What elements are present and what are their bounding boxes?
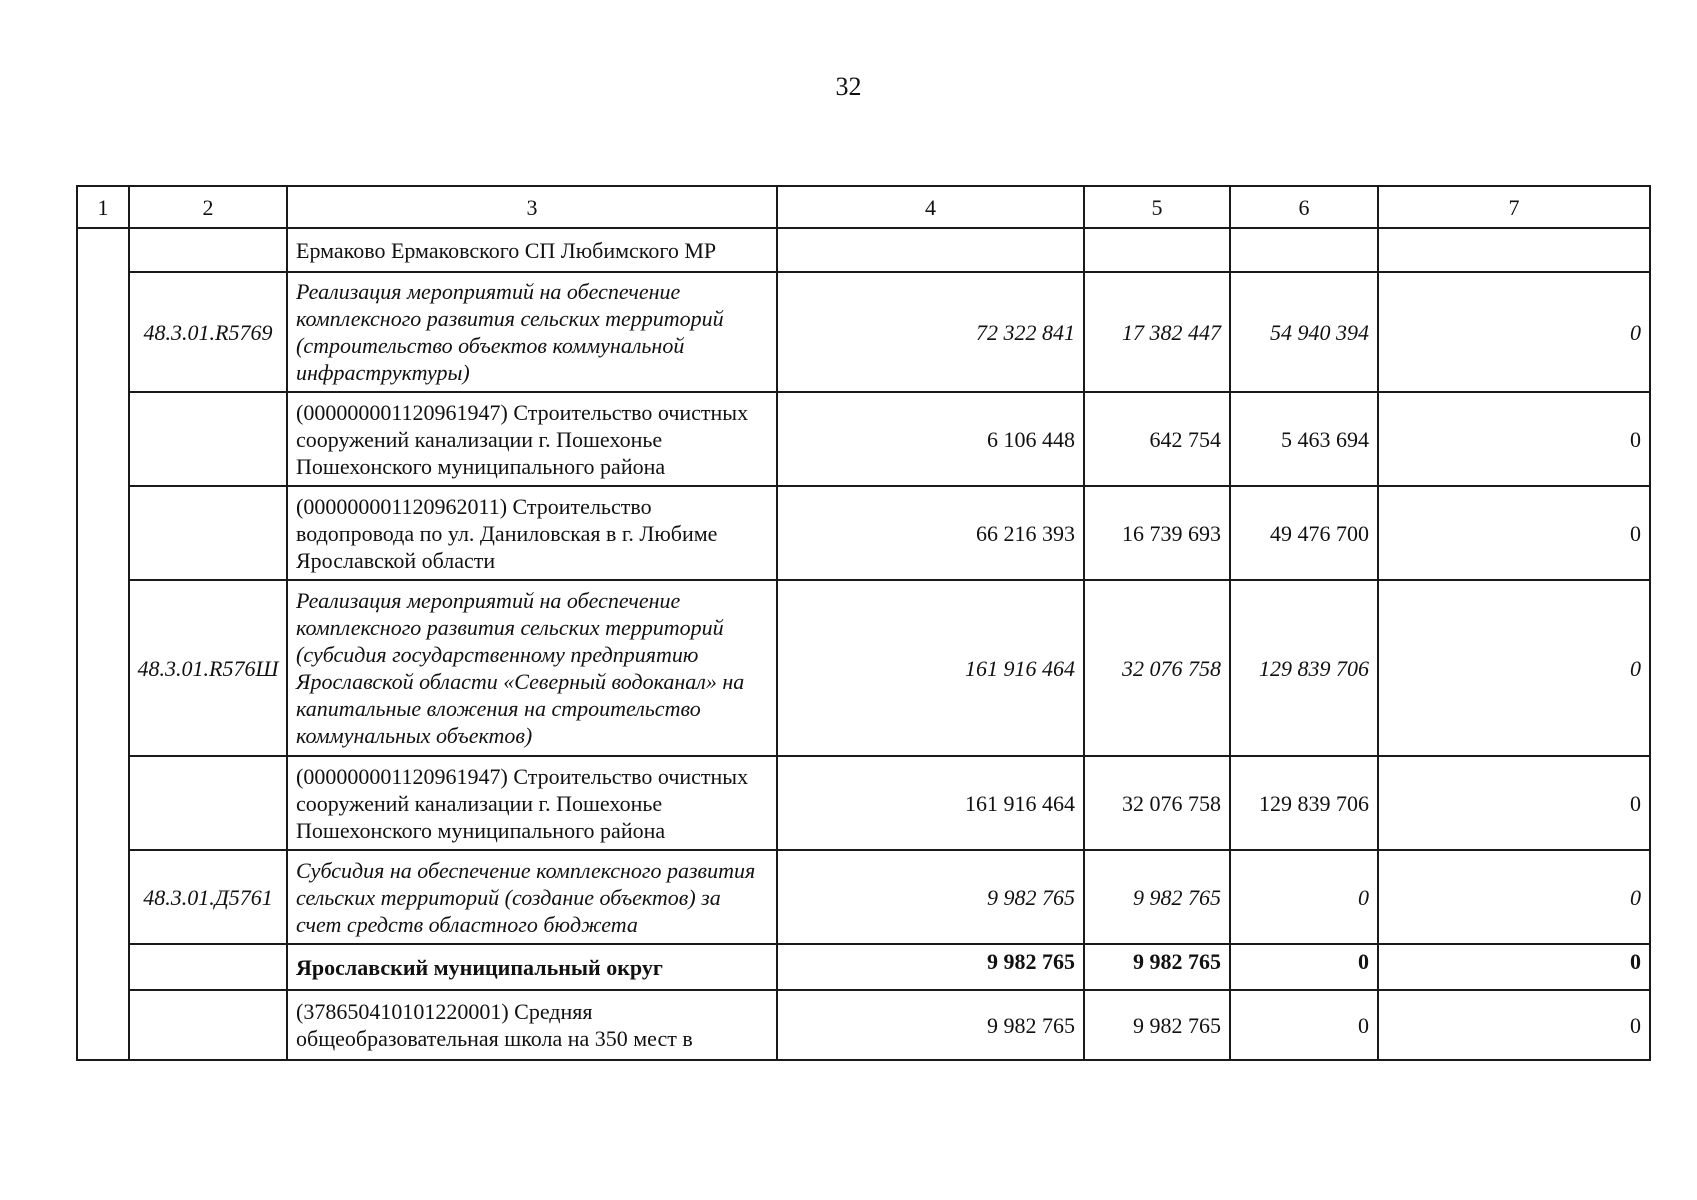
budget-table [76, 185, 1651, 1061]
value-col4-cell: 72 322 841 [777, 272, 1084, 392]
column-header-2: 2 [129, 186, 287, 228]
code-cell [129, 228, 287, 272]
page-number: 32 [835, 72, 862, 101]
value-col5-cell: 32 076 758 [1084, 580, 1230, 756]
value-col5-cell: 9 982 765 [1084, 850, 1230, 944]
code-cell: 48.3.01.R5769 [129, 272, 287, 392]
value-col7-cell: 0 [1378, 486, 1650, 580]
value-col6-cell: 0 [1230, 990, 1378, 1060]
value-col6-cell: 49 476 700 [1230, 486, 1378, 580]
value-col7-cell: 0 [1378, 756, 1650, 850]
description-cell: (000000001120962011) Строительство водопровода по ул. Даниловская в г. Любиме Ярославской области [287, 486, 777, 580]
value-col7-cell [1378, 228, 1650, 272]
value-col4-cell: 9 982 765 [777, 990, 1084, 1060]
description-cell: (000000001120961947) Строительство очистных сооружений канализации г. Пошехонье Пошехонского муниципального района [287, 756, 777, 850]
table-row [77, 990, 1650, 1060]
code-cell [129, 944, 287, 990]
value-col4-cell: 6 106 448 [777, 392, 1084, 486]
code-cell [129, 756, 287, 850]
value-col7-cell: 0 [1378, 850, 1650, 944]
code-cell [129, 486, 287, 580]
code-cell: 48.3.01.Д5761 [129, 850, 287, 944]
column-header-4: 4 [777, 186, 1084, 228]
description-cell: Ярославский муниципальный округ [287, 944, 777, 990]
description-cell: (378650410101220001) Средняя общеобразовательная школа на 350 мест в [287, 990, 777, 1060]
value-col5-cell: 32 076 758 [1084, 756, 1230, 850]
value-col7-cell: 0 [1378, 392, 1650, 486]
value-col5-cell: 17 382 447 [1084, 272, 1230, 392]
table-row [77, 580, 1650, 756]
value-col6-cell: 5 463 694 [1230, 392, 1378, 486]
column-header-5: 5 [1084, 186, 1230, 228]
index-cell [77, 228, 129, 1060]
value-col6-cell: 0 [1230, 850, 1378, 944]
column-header-7: 7 [1378, 186, 1650, 228]
table-row [77, 756, 1650, 850]
column-header-1: 1 [77, 186, 129, 228]
value-col6-cell: 54 940 394 [1230, 272, 1378, 392]
value-col5-cell: 642 754 [1084, 392, 1230, 486]
table-row [77, 228, 1650, 272]
table-row [77, 486, 1650, 580]
code-cell [129, 990, 287, 1060]
table-row [77, 850, 1650, 944]
value-col4-cell: 66 216 393 [777, 486, 1084, 580]
value-col7-cell: 0 [1378, 272, 1650, 392]
description-cell: Реализация мероприятий на обеспечение комплексного развития сельских территорий (строительство объектов коммунальной инфраструктуры) [287, 272, 777, 392]
description-cell: Ермаково Ермаковского СП Любимского МР [287, 228, 777, 272]
value-col5-cell: 9 982 765 [1084, 990, 1230, 1060]
value-col4-cell: 161 916 464 [777, 756, 1084, 850]
table-row [77, 944, 1650, 990]
table-header-row [77, 186, 1650, 228]
column-header-3: 3 [287, 186, 777, 228]
column-header-6: 6 [1230, 186, 1378, 228]
value-col6-cell: 0 [1230, 944, 1378, 990]
value-col4-cell [777, 228, 1084, 272]
value-col6-cell: 129 839 706 [1230, 580, 1378, 756]
description-cell: Субсидия на обеспечение комплексного развития сельских территорий (создание объектов) за счет средств областного бюджета [287, 850, 777, 944]
value-col5-cell: 9 982 765 [1084, 944, 1230, 990]
table-row [77, 272, 1650, 392]
value-col4-cell: 9 982 765 [777, 944, 1084, 990]
table-row [77, 392, 1650, 486]
description-cell: Реализация мероприятий на обеспечение комплексного развития сельских территорий (субсидия государственному предприятию Ярославской области «Северный водоканал» на капитальные вложения на строительство коммунальных объектов) [287, 580, 777, 756]
code-cell: 48.3.01.R576Ш [129, 580, 287, 756]
description-cell: (000000001120961947) Строительство очистных сооружений канализации г. Пошехонье Пошехонского муниципального района [287, 392, 777, 486]
value-col4-cell: 9 982 765 [777, 850, 1084, 944]
code-cell [129, 392, 287, 486]
value-col4-cell: 161 916 464 [777, 580, 1084, 756]
value-col6-cell: 129 839 706 [1230, 756, 1378, 850]
value-col7-cell: 0 [1378, 580, 1650, 756]
value-col7-cell: 0 [1378, 944, 1650, 990]
value-col5-cell [1084, 228, 1230, 272]
value-col6-cell [1230, 228, 1378, 272]
value-col5-cell: 16 739 693 [1084, 486, 1230, 580]
value-col7-cell: 0 [1378, 990, 1650, 1060]
